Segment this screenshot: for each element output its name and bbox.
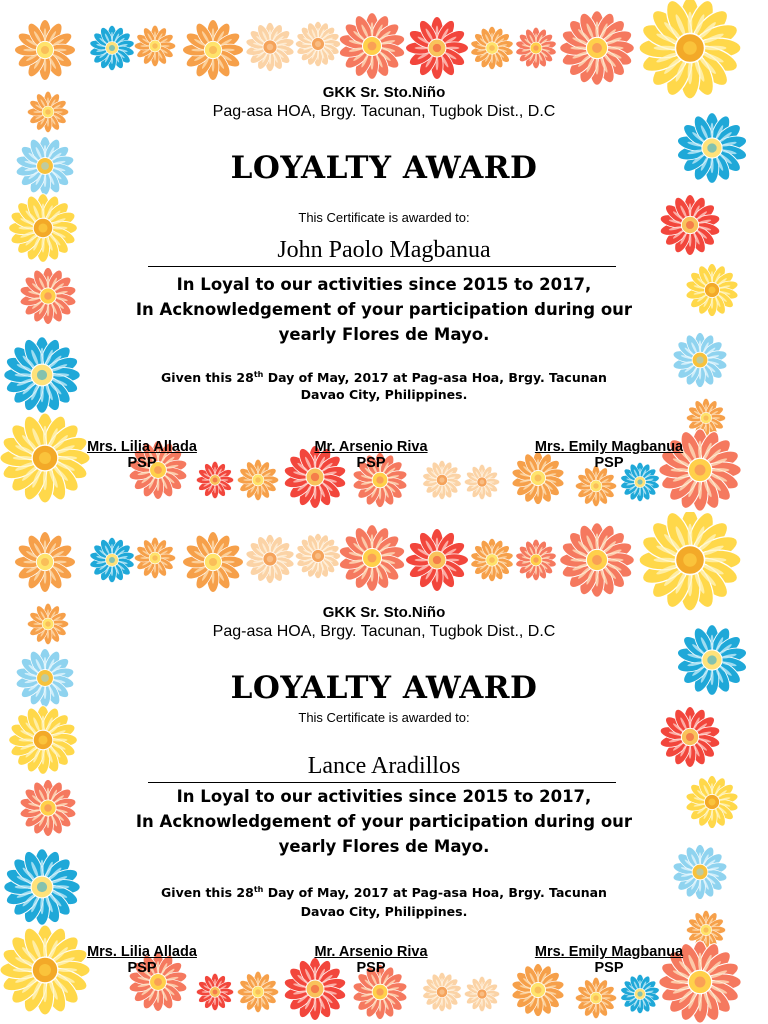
given-date-line-1: Given this 28th Day of May, 2017 at Pag-asa Hoa, Brgy. Tacunan — [161, 370, 607, 386]
citation-line-3: yearly Flores de Mayo. — [278, 837, 490, 856]
citation-line-3: yearly Flores de Mayo. — [278, 325, 490, 344]
signatory-role: PSP — [127, 960, 157, 976]
awarded-to-label: This Certificate is awarded to: — [298, 710, 470, 725]
awarded-to-label: This Certificate is awarded to: — [298, 210, 470, 225]
organization-address: Pag-asa HOA, Brgy. Tacunan, Tugbok Dist., D.C — [212, 103, 556, 120]
signatory-name: Mrs. Emily Magbanua — [534, 944, 684, 960]
recipient-name: Lance Aradillos — [307, 753, 461, 779]
signatory-name: Mrs. Lilia Allada — [87, 944, 197, 960]
given-date-line-2: Davao City, Philippines. — [300, 904, 468, 919]
citation-line-2: In Acknowledgement of your participation during our — [135, 300, 633, 319]
signatory-1 — [32, 944, 252, 976]
signatory-2 — [261, 439, 481, 471]
signatory-name: Mrs. Emily Magbanua — [534, 439, 684, 455]
recipient-name: John Paolo Magbanua — [277, 237, 491, 263]
signatory-3 — [499, 439, 719, 471]
organization-address: Pag-asa HOA, Brgy. Tacunan, Tugbok Dist., D.C — [212, 623, 556, 640]
signatory-role: PSP — [594, 455, 624, 471]
signatory-3 — [499, 944, 719, 976]
citation-line-1: In Loyal to our activities since 2015 to 2017, — [176, 275, 592, 294]
signatory-name: Mrs. Lilia Allada — [87, 439, 197, 455]
award-title: LOYALTY AWARD — [230, 670, 538, 706]
recipient-underline — [148, 782, 616, 783]
certificate-2 — [0, 512, 768, 1024]
citation-line-1: In Loyal to our activities since 2015 to 2017, — [176, 787, 592, 806]
citation-line-2: In Acknowledgement of your participation during our — [135, 812, 633, 831]
organization-name: GKK Sr. Sto.Niño — [322, 604, 446, 621]
given-date-line-1: Given this 28th Day of May, 2017 at Pag-asa Hoa, Brgy. Tacunan — [161, 885, 607, 901]
signatory-role: PSP — [356, 960, 386, 976]
given-date-line-2: Davao City, Philippines. — [300, 387, 468, 402]
signatory-name: Mr. Arsenio Riva — [314, 439, 428, 455]
signatory-2 — [261, 944, 481, 976]
signatory-name: Mr. Arsenio Riva — [314, 944, 428, 960]
signatory-role: PSP — [127, 455, 157, 471]
signatory-role: PSP — [356, 455, 386, 471]
signatory-1 — [32, 439, 252, 471]
award-title: LOYALTY AWARD — [230, 150, 538, 186]
organization-name: GKK Sr. Sto.Niño — [322, 84, 446, 101]
signatory-role: PSP — [594, 960, 624, 976]
recipient-underline — [148, 266, 616, 267]
